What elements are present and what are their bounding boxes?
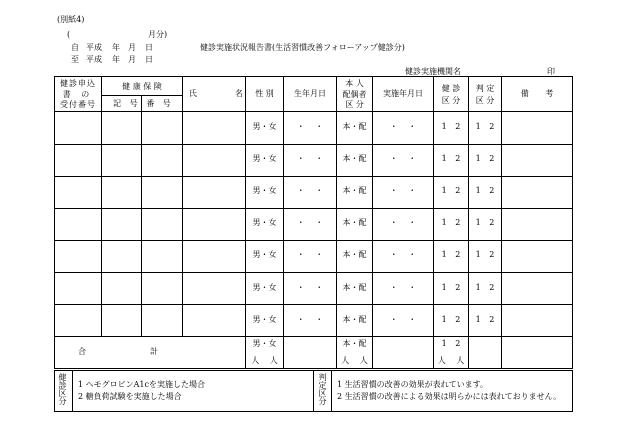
- cell-sex: 男・女: [252, 122, 277, 131]
- day-label: 日: [145, 43, 153, 52]
- cell-birthdate: ・ ・: [296, 250, 324, 259]
- cell-sex: 男・女: [252, 315, 277, 324]
- cell-exam-class: 1 2: [441, 250, 461, 259]
- cell-relation: 本・配: [342, 122, 367, 131]
- cell-exam-date: ・ ・: [389, 186, 417, 195]
- from-label: 自: [71, 43, 79, 52]
- cell-exam-date: ・ ・: [389, 250, 417, 259]
- cell-relation: 本・配: [342, 283, 367, 292]
- seal-label: 印: [547, 67, 555, 76]
- total-label-left: 合: [78, 347, 86, 356]
- era-label: 平成: [86, 43, 102, 52]
- total-exam-count: 人 人: [437, 356, 465, 365]
- cell-birthdate: ・ ・: [296, 154, 324, 163]
- cell-judge-class: 1 2: [475, 186, 495, 195]
- header-insurance: 健 康 保 険: [122, 82, 162, 91]
- cell-relation: 本・配: [342, 315, 367, 324]
- year-label: 年: [112, 55, 120, 64]
- cell-birthdate: ・ ・: [296, 218, 324, 227]
- header-birthdate: 生年月日: [294, 89, 326, 98]
- cell-exam-class: 1 2: [441, 122, 461, 131]
- cell-exam-date: ・ ・: [389, 315, 417, 324]
- month-unit-label: 月: [128, 55, 136, 64]
- document-title: 健診実施状況報告書(生活習慣改善フォローアップ健診分): [200, 43, 405, 52]
- legend-judge-item-2: 2 生活習慣の改善による効果は明らかには表れておりません。: [337, 392, 562, 401]
- cell-judge-class: 1 2: [475, 122, 495, 131]
- cell-exam-date: ・ ・: [389, 218, 417, 227]
- institution-label: 健診実施機関名: [405, 67, 461, 76]
- cell-exam-class: 1 2: [441, 218, 461, 227]
- cell-relation: 本・配: [342, 218, 367, 227]
- cell-relation: 本・配: [342, 186, 367, 195]
- cell-sex: 男・女: [252, 186, 277, 195]
- cell-exam-class: 1 2: [441, 186, 461, 195]
- total-relation-count: 人 人: [341, 356, 368, 365]
- total-label-right: 計: [150, 347, 158, 356]
- cell-exam-class: 1 2: [441, 154, 461, 163]
- cell-sex: 男・女: [252, 218, 277, 227]
- total-relation: 本・配: [342, 339, 367, 348]
- cell-judge-class: 1 2: [475, 218, 495, 227]
- cell-birthdate: ・ ・: [296, 186, 324, 195]
- header-name-right: 名: [235, 89, 243, 98]
- month-unit-label: 月: [128, 43, 136, 52]
- cell-exam-date: ・ ・: [389, 122, 417, 131]
- day-label: 日: [145, 55, 153, 64]
- cell-sex: 男・女: [252, 154, 277, 163]
- header-sex: 性 別: [255, 89, 274, 98]
- cell-exam-class: 1 2: [441, 315, 461, 324]
- cell-exam-class: 1 2: [441, 283, 461, 292]
- cell-relation: 本・配: [342, 250, 367, 259]
- cell-birthdate: ・ ・: [296, 122, 324, 131]
- legend-exam-label: 健診区分: [58, 373, 67, 405]
- total-sex-count: 人 人: [251, 356, 278, 365]
- era-label: 平成: [86, 55, 102, 64]
- to-label: 至: [71, 55, 79, 64]
- header-remarks: 備 考: [520, 89, 554, 98]
- month-label: 月分): [148, 30, 168, 39]
- cell-birthdate: ・ ・: [296, 283, 324, 292]
- cell-judge-class: 1 2: [475, 154, 495, 163]
- month-open-paren: (: [67, 30, 71, 39]
- cell-sex: 男・女: [252, 283, 277, 292]
- year-label: 年: [112, 43, 120, 52]
- legend-judge-item-1: 1 生活習慣の改善の効果が表れています。: [337, 380, 488, 389]
- header-exam-date: 実施年月日: [383, 89, 423, 98]
- header-name-left: 氏: [189, 89, 197, 98]
- cell-sex: 男・女: [252, 250, 277, 259]
- legend-exam-item-2: 2 糖負荷試験を実施した場合: [78, 392, 182, 401]
- cell-exam-date: ・ ・: [389, 154, 417, 163]
- cell-judge-class: 1 2: [475, 250, 495, 259]
- annex-label: (別紙4): [57, 15, 85, 24]
- total-exam-class: 1 2: [441, 339, 461, 348]
- cell-relation: 本・配: [342, 154, 367, 163]
- cell-birthdate: ・ ・: [296, 315, 324, 324]
- legend-judge-label: 判定区分: [318, 373, 327, 405]
- total-sex: 男・女: [252, 339, 277, 348]
- cell-judge-class: 1 2: [475, 283, 495, 292]
- legend-exam-item-1: 1 ヘモグロビンA1cを実施した場合: [78, 380, 205, 389]
- cell-exam-date: ・ ・: [389, 283, 417, 292]
- cell-judge-class: 1 2: [475, 315, 495, 324]
- header-insurance-number: 記 号 番 号: [113, 99, 171, 108]
